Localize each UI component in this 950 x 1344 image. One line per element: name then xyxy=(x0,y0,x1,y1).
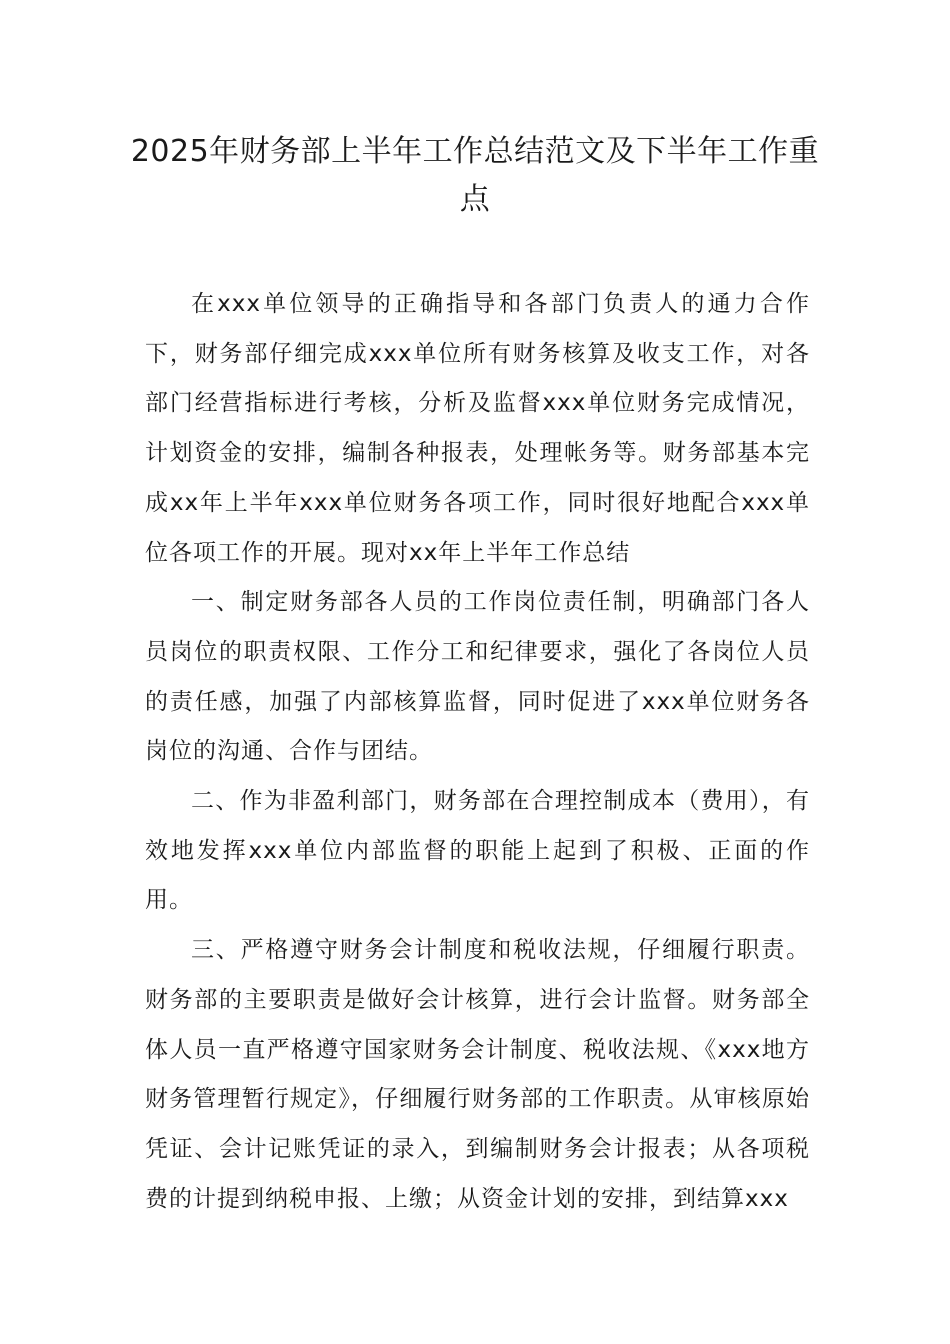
paragraph-item-2: 二、作为非盈利部门，财务部在合理控制成本（费用），有效地发挥xxx单位内部监督的职能上起到了积极、正面的作用。 xyxy=(145,788,810,914)
paragraph-item-1: 一、制定财务部各人员的工作岗位责任制，明确部门各人员岗位的职责权限、工作分工和纪律要求，强化了各岗位人员的责任感，加强了内部核算监督，同时促进了xxx单位财务各岗位的沟通、合作与团结。 xyxy=(145,589,810,765)
paragraph-item-3: 三、严格遵守财务会计制度和税收法规，仔细履行职责。财务部的主要职责是做好会计核算，进行会计监督。财务部全体人员一直严格遵守国家财务会计制度、税收法规、《xxx地方财务管理暂行规定》，仔细履行财务部的工作职责。从审核原始凭证、会计记账凭证的录入，到编制财务会计报表；从各项税费的计提到纳税申报、上缴；从资金计划的安排，到结算xxx xyxy=(145,937,810,1212)
document-title: 2025年财务部上半年工作总结范文及下半年工作重点 xyxy=(130,134,820,217)
document-body xyxy=(145,280,810,1224)
paragraph-intro: 在xxx单位领导的正确指导和各部门负责人的通力合作下，财务部仔细完成xxx单位所有财务核算及收支工作，对各部门经营指标进行考核，分析及监督xxx单位财务完成情况，计划资金的安排，编制各种报表，处理帐务等。财务部基本完成xx年上半年xxx单位财务各项工作，同时很好地配合xxx单位各项工作的开展。现对xx年上半年工作总结 xyxy=(145,291,810,566)
